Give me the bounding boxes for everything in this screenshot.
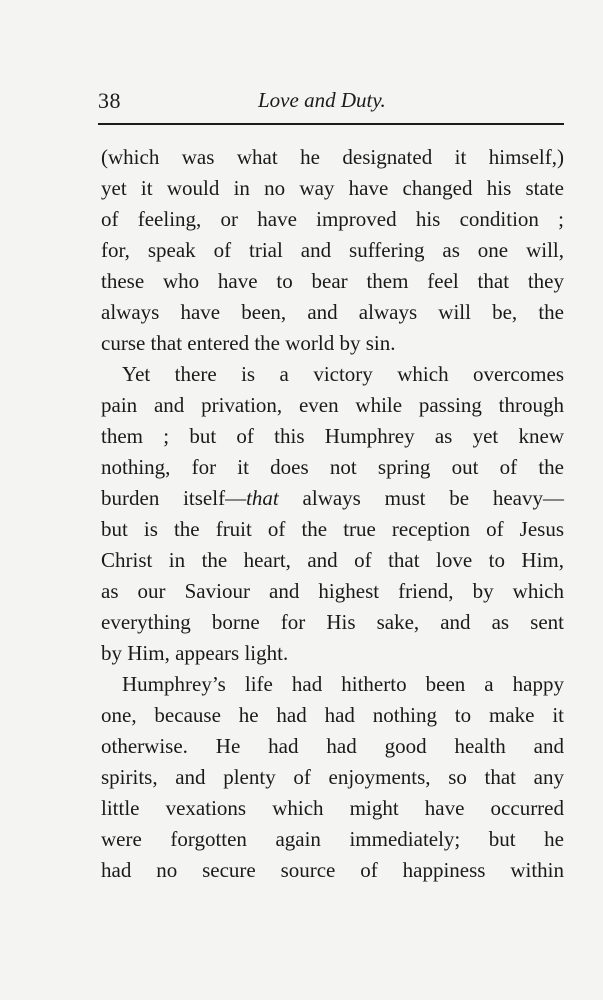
text-line: always have been, and always will be, the: [101, 300, 564, 324]
text-line: them ; but of this Humphrey as yet knew: [101, 424, 564, 448]
italic-word: that: [246, 486, 279, 510]
text-run: burden itself—: [101, 486, 247, 510]
paragraph: [101, 142, 564, 359]
text-line: nothing, for it does not spring out of the: [101, 455, 564, 479]
header-rule: [98, 123, 564, 125]
text-line: of feeling, or have improved his condition ;: [101, 207, 564, 231]
text-line: for, speak of trial and suffering as one will,: [101, 238, 564, 262]
body-text: [101, 142, 564, 886]
text-line: these who have to bear them feel that they: [101, 269, 564, 293]
text-line: little vexations which might have occurred: [101, 796, 564, 820]
text-line: yet it would in no way have changed his state: [101, 176, 564, 200]
running-head: [98, 88, 564, 118]
text-line: by Him, appears light.: [101, 641, 289, 665]
text-line: as our Saviour and highest friend, by which: [101, 579, 564, 603]
text-line: were forgotten again immediately; but he: [101, 827, 564, 851]
text-line: Humphrey’s life had hitherto been a happy: [122, 672, 564, 696]
text-line: everything borne for His sake, and as sent: [101, 610, 564, 634]
text-run: always must be heavy—: [278, 486, 564, 510]
text-line: had no secure source of happiness within: [101, 858, 564, 882]
text-line: one, because he had had nothing to make it: [101, 703, 564, 727]
text-line: but is the fruit of the true reception of Jesus: [101, 517, 564, 541]
paragraph: [101, 359, 564, 669]
text-line: Yet there is a victory which overcomes: [122, 362, 564, 386]
text-line: curse that entered the world by sin.: [101, 331, 396, 355]
page-number: 38: [98, 88, 121, 113]
running-title: Love and Duty.: [258, 88, 386, 112]
paragraph: [101, 669, 564, 886]
text-line: spirits, and plenty of enjoyments, so that any: [101, 765, 564, 789]
text-line: [101, 483, 564, 514]
text-line: Christ in the heart, and of that love to Him,: [101, 548, 564, 572]
text-line: otherwise. He had had good health and: [101, 734, 564, 758]
text-line: (which was what he designated it himself,): [101, 145, 564, 169]
text-line: pain and privation, even while passing through: [101, 393, 564, 417]
